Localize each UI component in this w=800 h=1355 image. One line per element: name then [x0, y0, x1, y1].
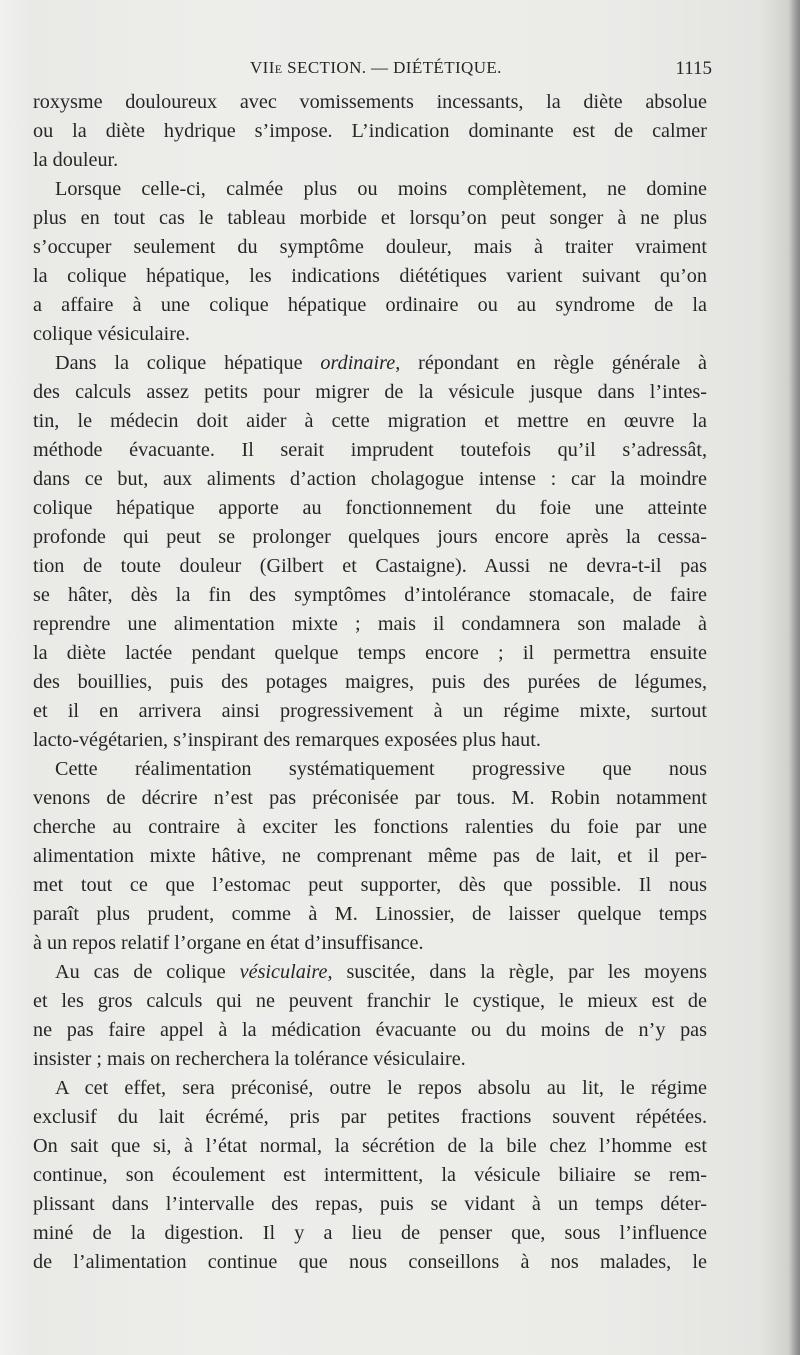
- text-line: s’occuper seulement du symptôme douleur, mais à traiter vraiment: [33, 236, 707, 258]
- text-line: roxysme douloureux avec vomissements incessants, la diète absolue: [33, 91, 707, 113]
- text-line: cherche au contraire à exciter les fonctions ralenties du foie par une: [33, 816, 707, 838]
- text-line: la colique hépatique, les indications diététiques varient suivant qu’on: [33, 265, 707, 287]
- text-line: Cette réalimentation systématiquement progressive que nous: [55, 758, 707, 780]
- text-line: lacto-végétarien, s’inspirant des remarques exposées plus haut.: [33, 729, 541, 751]
- text-line: à un repos relatif l’organe en état d’insuffisance.: [33, 932, 424, 954]
- text-line: plus en tout cas le tableau morbide et lorsqu’on peut songer à ne plus: [33, 207, 707, 229]
- text-line: alimentation mixte hâtive, ne comprenant même pas de lait, et il per-: [33, 845, 707, 867]
- text-line: On sait que si, à l’état normal, la sécrétion de la bile chez l’homme est: [33, 1135, 707, 1157]
- text-line: se hâter, dès la fin des symptômes d’intolérance stomacale, de faire: [33, 584, 707, 606]
- text-line: reprendre une alimentation mixte ; mais il condamnera son malade à: [33, 613, 707, 635]
- text-line: a affaire à une colique hépatique ordinaire ou au syndrome de la: [33, 294, 707, 316]
- text-line: Lorsque celle-ci, calmée plus ou moins complètement, ne domine: [55, 178, 707, 200]
- text-line: des calculs assez petits pour migrer de la vésicule jusque dans l’intes-: [33, 381, 707, 403]
- text-line: paraît plus prudent, comme à M. Linossier, de laisser quelque temps: [33, 903, 707, 925]
- text-line: tin, le médecin doit aider à cette migration et mettre en œuvre la: [33, 410, 707, 432]
- text-line: [33, 958, 707, 987]
- italic-term: ordinaire: [320, 352, 396, 374]
- page-number: 1115: [675, 58, 712, 79]
- text-run: , répondant en règle générale à: [395, 352, 707, 374]
- text-line: tion de toute douleur (Gilbert et Castaigne). Aussi ne devra-t-il pas: [33, 555, 707, 577]
- italic-term: vésiculaire: [239, 961, 328, 983]
- text-run: Au cas de colique: [55, 961, 240, 983]
- text-line: et les gros calculs qui ne peuvent franchir le cystique, le mieux est de: [33, 990, 707, 1012]
- text-line: met tout ce que l’estomac peut supporter, dès que possible. Il nous: [33, 874, 707, 896]
- text-line: plissant dans l’intervalle des repas, puis se vidant à un temps déter-: [33, 1193, 707, 1215]
- text-line: la douleur.: [33, 149, 119, 171]
- text-line: de l’alimentation continue que nous conseillons à nos malades, le: [33, 1251, 707, 1273]
- text-line: [33, 349, 707, 378]
- text-run: , suscitée, dans la règle, par les moyens: [327, 961, 707, 983]
- text-line: venons de décrire n’est pas préconisée par tous. M. Robin notamment: [33, 787, 707, 809]
- text-run: Dans la colique hépatique: [55, 352, 321, 374]
- text-line: ne pas faire appel à la médication évacuante ou du moins de n’y pas: [33, 1019, 707, 1041]
- text-line: miné de la digestion. Il y a lieu de penser que, sous l’influence: [33, 1222, 707, 1244]
- text-line: colique hépatique apporte au fonctionnement du foie une atteinte: [33, 497, 707, 519]
- body-text: [33, 88, 707, 1277]
- text-line: colique vésiculaire.: [33, 323, 190, 345]
- text-line: A cet effet, sera préconisé, outre le repos absolu au lit, le régime: [55, 1077, 707, 1099]
- text-line: exclusif du lait écrémé, pris par petites fractions souvent répétées.: [33, 1106, 707, 1128]
- text-line: des bouillies, puis des potages maigres, puis des purées de légumes,: [33, 671, 707, 693]
- running-head: [30, 58, 710, 86]
- text-line: la diète lactée pendant quelque temps encore ; il permettra ensuite: [33, 642, 707, 664]
- text-line: méthode évacuante. Il serait imprudent toutefois qu’il s’adressât,: [33, 439, 707, 461]
- text-line: ou la diète hydrique s’impose. L’indication dominante est de calmer: [33, 120, 707, 142]
- section-title: VIIe SECTION. — DIÉTÉTIQUE.: [250, 58, 502, 77]
- text-line: dans ce but, aux aliments d’action cholagogue intense : car la moindre: [33, 468, 707, 490]
- text-line: insister ; mais on recherchera la tolérance vésiculaire.: [33, 1048, 466, 1070]
- text-line: profonde qui peut se prolonger quelques jours encore après la cessa-: [33, 526, 707, 548]
- text-line: continue, son écoulement est intermittent, la vésicule biliaire se rem-: [33, 1164, 707, 1186]
- text-line: et il en arrivera ainsi progressivement à un régime mixte, surtout: [33, 700, 707, 722]
